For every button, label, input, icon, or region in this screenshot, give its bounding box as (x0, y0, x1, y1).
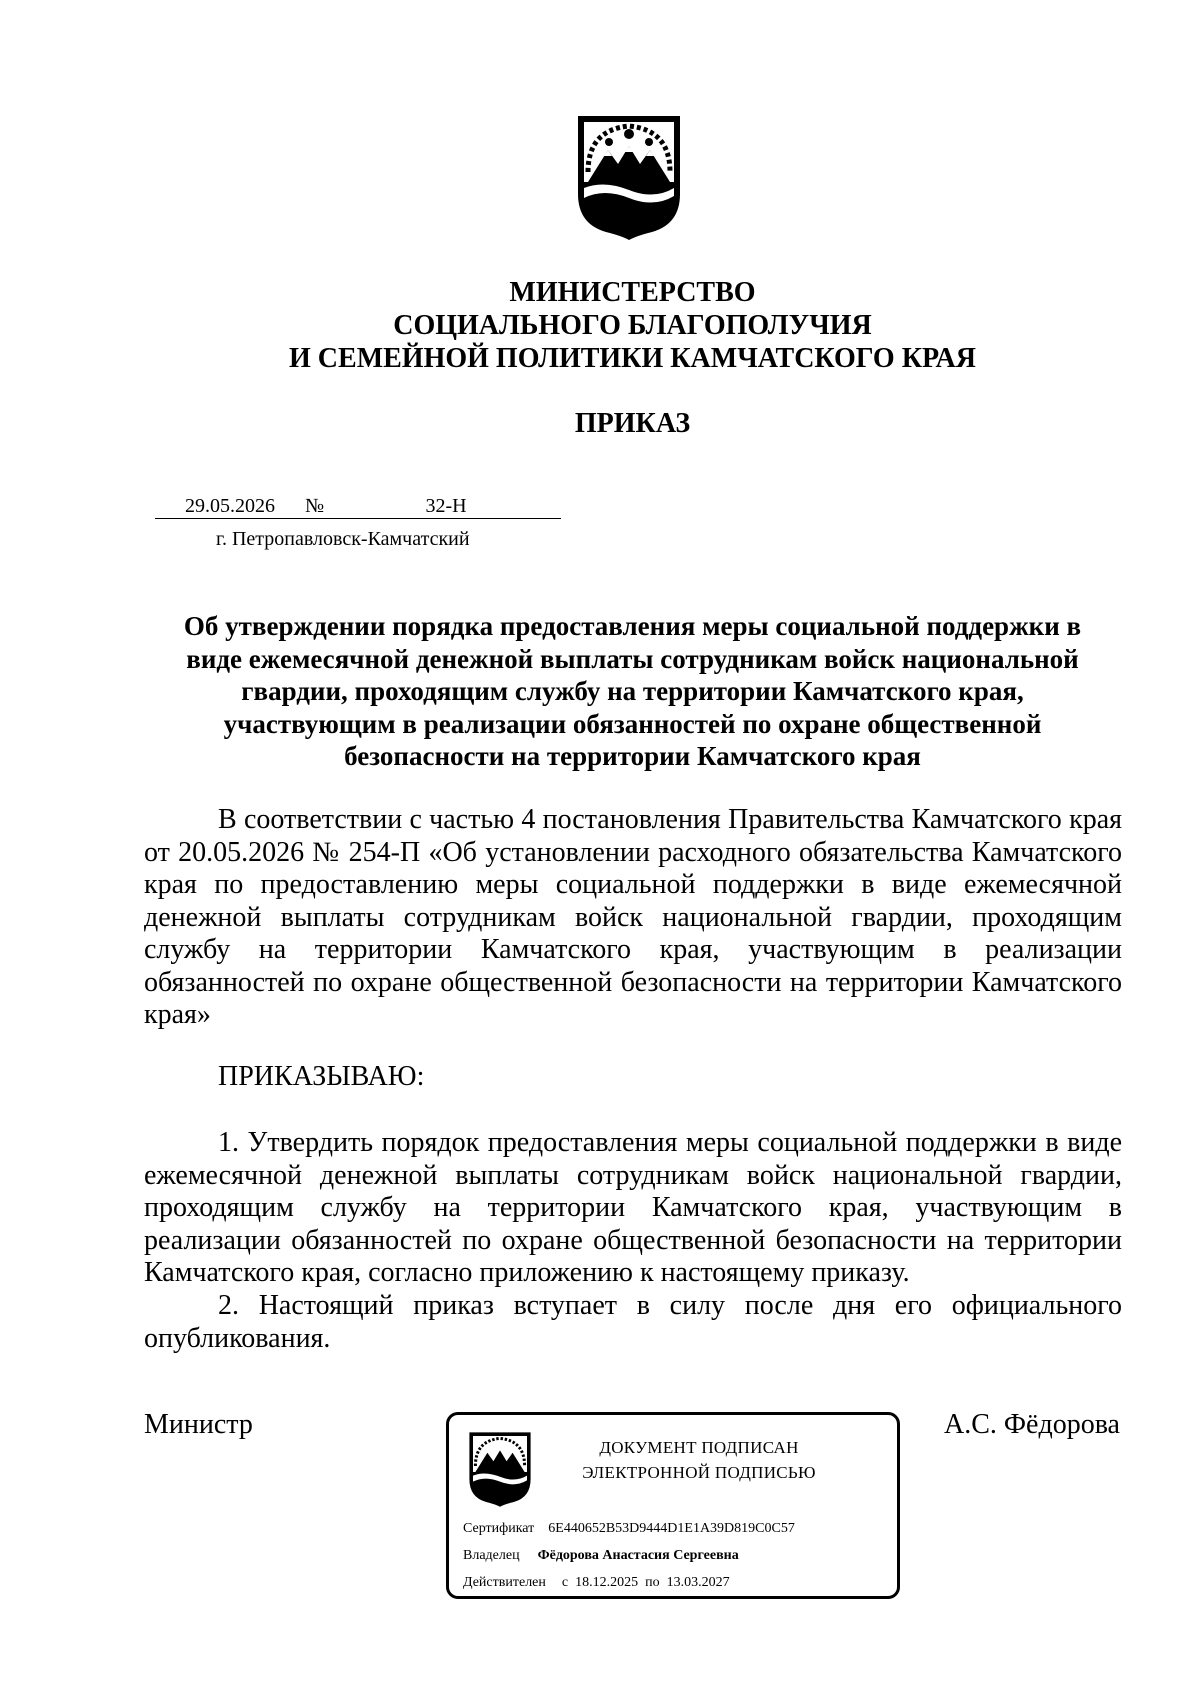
electronic-signature-stamp (446, 1412, 900, 1599)
ministry-line-1: МИНИСТЕРСТВО (509, 277, 756, 308)
stamp-coat-of-arms-icon (467, 1429, 533, 1509)
subject-line-4: участвующим в реализации обязанностей по охране общественной (223, 708, 1042, 739)
validity-label: Действителен (463, 1575, 546, 1590)
document-type: ПРИКАЗ (574, 408, 691, 439)
valid-from: 18.12.2025 (575, 1575, 639, 1590)
stamp-certificate-row (463, 1521, 795, 1537)
order-date: 29.05.2026 (155, 494, 305, 519)
stamp-title (559, 1435, 839, 1485)
stamp-owner-row (463, 1548, 739, 1564)
owner-value: Фёдорова Анастасия Сергеевна (537, 1548, 739, 1563)
order-number: 32-Н (331, 494, 561, 519)
order-item-2: 2. Настоящий приказ вступает в силу после дня его официального опубликования. (144, 1290, 1122, 1354)
subject-line-1: Об утверждении порядка предоставления меры социальной поддержки в (183, 611, 1082, 641)
valid-from-word: с (561, 1575, 569, 1590)
stamp-validity-row (463, 1575, 730, 1591)
order-subject (140, 610, 1125, 773)
signatory-position: Министр (144, 1409, 253, 1440)
owner-label: Владелец (463, 1548, 520, 1563)
stamp-title-line-1: ДОКУМЕНТ ПОДПИСАН (599, 1438, 799, 1457)
ministry-name (0, 276, 1200, 375)
order-word: ПРИКАЗЫВАЮ: (218, 1061, 425, 1092)
subject-line-2: виде ежемесячной денежной выплаты сотрудникам войск национальной (186, 643, 1079, 674)
order-item-1: 1. Утвердить порядок предоставления меры социальной поддержки в виде ежемесячной денежной выплаты сотрудникам войск национальной гвардии, проходящим службу на территории Камчатского края, участвующим в реализации обязанностей по охране общественной безопасности на территории Камчатского края, согласно приложению к настоящему приказу. (144, 1127, 1122, 1288)
coat-of-arms-icon (574, 112, 684, 242)
ministry-line-2: СОЦИАЛЬНОГО БЛАГОПОЛУЧИЯ (393, 310, 872, 341)
city: г. Петропавловск-Камчатский (216, 528, 470, 550)
date-number-line (155, 494, 561, 519)
valid-to: 13.03.2027 (666, 1575, 730, 1590)
certificate-label: Сертификат (463, 1521, 535, 1536)
certificate-value: 6E440652B53D9444D1E1A39D819C0C57 (548, 1521, 795, 1536)
number-sign: № (305, 494, 331, 519)
preamble-paragraph: В соответствии с частью 4 постановления Правительства Камчатского края от 20.05.2026 № 254-П «Об установлении расходного обязательства Камчатского края по предоставлению меры социальной поддержки в виде ежемесячной денежной выплаты сотрудникам войск национальной гвардии, проходящим службу на территории Камчатского края, участвующим в реализации обязанностей по охране общественной безопасности на территории Камчатского края» (144, 804, 1122, 1030)
signatory-name: А.С. Фёдорова (944, 1409, 1120, 1440)
ministry-line-3: И СЕМЕЙНОЙ ПОЛИТИКИ КАМЧАТСКОГО КРАЯ (289, 343, 976, 374)
subject-line-5: безопасности на территории Камчатского края (344, 741, 921, 771)
subject-line-3: гвардии, проходящим службу на территории Камчатского края, (241, 676, 1024, 706)
valid-to-word: по (645, 1575, 660, 1590)
stamp-title-line-2: ЭЛЕКТРОННОЙ ПОДПИСЬЮ (582, 1463, 816, 1482)
